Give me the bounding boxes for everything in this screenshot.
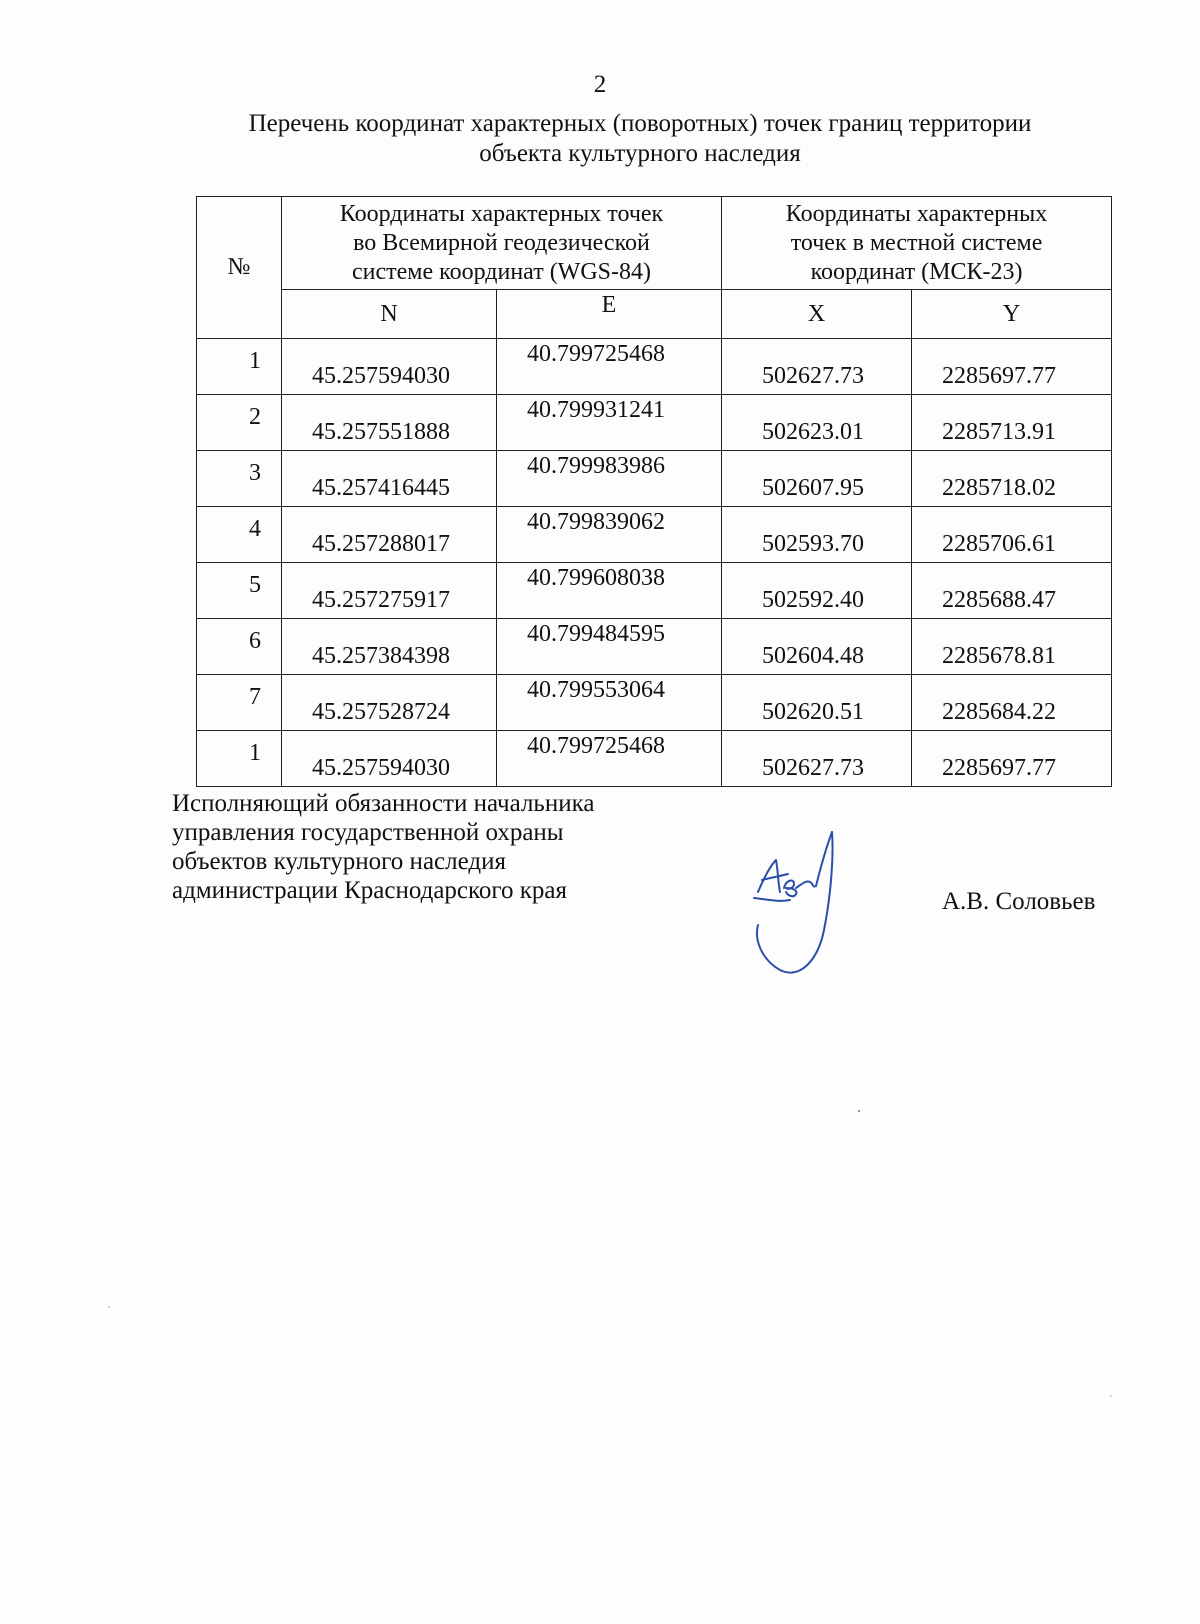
cell-x: 502623.01 (722, 395, 912, 451)
cell-y: 2285718.02 (912, 451, 1112, 507)
signatory-position (172, 789, 692, 905)
cell-n: 45.257551888 (282, 395, 497, 451)
cell-y: 2285688.47 (912, 563, 1112, 619)
handwritten-signature (750, 830, 860, 980)
cell-y: 2285678.81 (912, 619, 1112, 675)
cell-point-number: 7 (197, 675, 282, 731)
scan-speck (108, 1306, 110, 1308)
scan-speck (1110, 1395, 1112, 1397)
cell-x: 502620.51 (722, 675, 912, 731)
column-header-number: № (197, 197, 282, 339)
cell-e: 40.799725468 (497, 339, 722, 395)
column-header-y: Y (912, 290, 1112, 339)
table-row (197, 563, 1112, 619)
column-header-e: E (497, 290, 722, 339)
title-line-1: Перечень координат характерных (поворотных) точек границ территории (248, 110, 1032, 137)
cell-y: 2285713.91 (912, 395, 1112, 451)
cell-n: 45.257594030 (282, 731, 497, 787)
cell-e: 40.799553064 (497, 675, 722, 731)
table-row (197, 339, 1112, 395)
cell-y: 2285697.77 (912, 339, 1112, 395)
cell-n: 45.257275917 (282, 563, 497, 619)
signatory-line-4: администрации Краснодарского края (172, 877, 568, 904)
cell-e: 40.799983986 (497, 451, 722, 507)
cell-e: 40.799484595 (497, 619, 722, 675)
coordinates-table (196, 196, 1112, 787)
msk-header-line-2: точек в местной системе (790, 229, 1043, 256)
msk-header-line-3: координат (МСК-23) (810, 258, 1023, 285)
table-row (197, 451, 1112, 507)
cell-n: 45.257384398 (282, 619, 497, 675)
cell-x: 502607.95 (722, 451, 912, 507)
cell-e: 40.799931241 (497, 395, 722, 451)
cell-x: 502627.73 (722, 731, 912, 787)
wgs-header-line-2: во Всемирной геодезической (353, 229, 650, 256)
wgs-header-line-3: системе координат (WGS-84) (352, 258, 651, 285)
cell-e: 40.799608038 (497, 563, 722, 619)
cell-n: 45.257594030 (282, 339, 497, 395)
cell-y: 2285706.61 (912, 507, 1112, 563)
cell-x: 502593.70 (722, 507, 912, 563)
cell-y: 2285684.22 (912, 675, 1112, 731)
table-row (197, 675, 1112, 731)
cell-x: 502604.48 (722, 619, 912, 675)
table-row (197, 395, 1112, 451)
signatory-line-3: объектов культурного наследия (172, 848, 506, 875)
cell-n: 45.257416445 (282, 451, 497, 507)
cell-n: 45.257528724 (282, 675, 497, 731)
cell-point-number: 1 (197, 339, 282, 395)
coordinates-table-body (197, 339, 1112, 787)
cell-e: 40.799725468 (497, 731, 722, 787)
cell-point-number: 6 (197, 619, 282, 675)
cell-point-number: 4 (197, 507, 282, 563)
cell-n: 45.257288017 (282, 507, 497, 563)
table-row (197, 619, 1112, 675)
signer-name: А.В. Соловьев (942, 888, 1096, 915)
cell-y: 2285697.77 (912, 731, 1112, 787)
page-number: 2 (593, 71, 607, 98)
signatory-line-1: Исполняющий обязанности начальника (172, 790, 595, 817)
cell-point-number: 1 (197, 731, 282, 787)
column-group-msk23 (722, 197, 1112, 290)
title-line-2: объекта культурного наследия (479, 140, 801, 167)
signatory-line-2: управления государственной охраны (172, 819, 564, 846)
cell-point-number: 3 (197, 451, 282, 507)
cell-point-number: 5 (197, 563, 282, 619)
table-row (197, 507, 1112, 563)
scan-speck (858, 1110, 860, 1112)
column-header-x: X (722, 290, 912, 339)
cell-x: 502592.40 (722, 563, 912, 619)
document-title (150, 109, 1130, 169)
wgs-header-line-1: Координаты характерных точек (339, 200, 664, 227)
column-header-n: N (282, 290, 497, 339)
msk-header-line-1: Координаты характерных (785, 200, 1048, 227)
cell-e: 40.799839062 (497, 507, 722, 563)
cell-x: 502627.73 (722, 339, 912, 395)
column-group-wgs84 (282, 197, 722, 290)
cell-point-number: 2 (197, 395, 282, 451)
table-row (197, 731, 1112, 787)
